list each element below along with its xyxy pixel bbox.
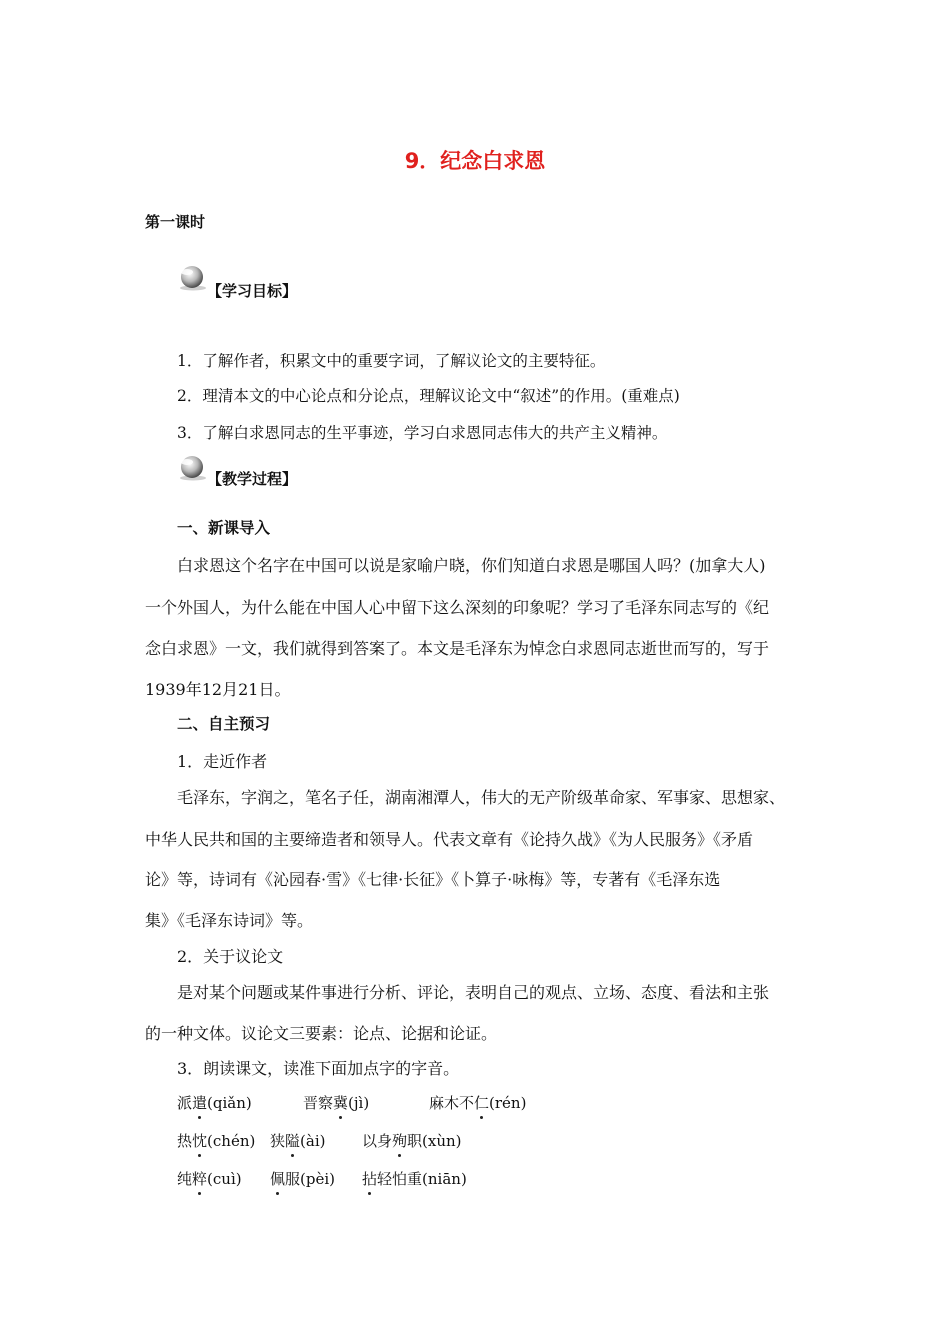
bullet-sphere-icon [177,263,209,291]
author-subheading: 1．走近作者 [177,752,268,771]
part2-heading: 二、自主预习 [177,715,271,733]
intro-line: 1939年12月21日。 [145,680,291,699]
intro-line: 一个外国人，为什么能在中国人心中留下这么深刻的印象呢？学习了毛泽东同志写的《纪 [145,598,770,617]
lesson-label: 第一课时 [145,213,206,231]
pinyin-item: 晋察冀(jì) [303,1094,370,1112]
author-line: 中华人民共和国的主要缔造者和领导人。代表文章有《论持久战》《为人民服务》《矛盾 [145,830,754,849]
reading-subheading: 3．朗读课文，读准下面加点字的字音。 [177,1059,460,1078]
section-process-heading: 【教学过程】 [207,470,298,488]
author-line: 集》《毛泽东诗词》等。 [145,911,314,930]
intro-line: 念白求恩》一文，我们就得到答案了。本文是毛泽东为悼念白求恩同志逝世而写的，写于 [145,639,770,658]
essay-line: 是对某个问题或某件事进行分析、评论，表明自己的观点、立场、态度、看法和主张 [177,983,770,1002]
pinyin-item: 热忱(chén) [177,1132,256,1150]
section-goals-heading: 【学习目标】 [207,282,298,300]
part1-heading: 一、新课导入 [177,519,271,537]
bullet-sphere-icon [177,453,209,481]
goal-item: 1．了解作者，积累文中的重要字词，了解议论文的主要特征。 [177,352,606,370]
pinyin-item: 佩服(pèi) [270,1170,336,1188]
pinyin-item: 纯粹(cuì) [177,1170,242,1188]
author-line: 毛泽东，字润之，笔名子任，湖南湘潭人，伟大的无产阶级革命家、军事家、思想家、 [177,788,786,807]
goal-item: 2．理清本文的中心论点和分论点，理解议论文中“叙述”的作用。(重难点) [177,387,680,405]
essay-line: 的一种文体。议论文三要素：论点、论据和论证。 [145,1024,498,1043]
pinyin-item: 拈轻怕重(niān) [362,1170,467,1188]
pinyin-item: 以身殉职(xùn) [362,1132,462,1150]
page-title: 9．纪念白求恩 [404,149,546,173]
pinyin-item: 派遣(qiǎn) [177,1094,252,1112]
pinyin-item: 麻木不仁(rén) [429,1094,527,1112]
author-line: 论》等，诗词有《沁园春·雪》《七律·长征》《卜算子·咏梅》等，专著有《毛泽东选 [145,870,721,889]
essay-subheading: 2．关于议论文 [177,947,284,966]
goal-item: 3．了解白求恩同志的生平事迹，学习白求恩同志伟大的共产主义精神。 [177,424,668,442]
pinyin-item: 狭隘(ài) [270,1132,326,1150]
intro-line: 白求恩这个名字在中国可以说是家喻户晓，你们知道白求恩是哪国人吗？(加拿大人) [177,556,766,575]
